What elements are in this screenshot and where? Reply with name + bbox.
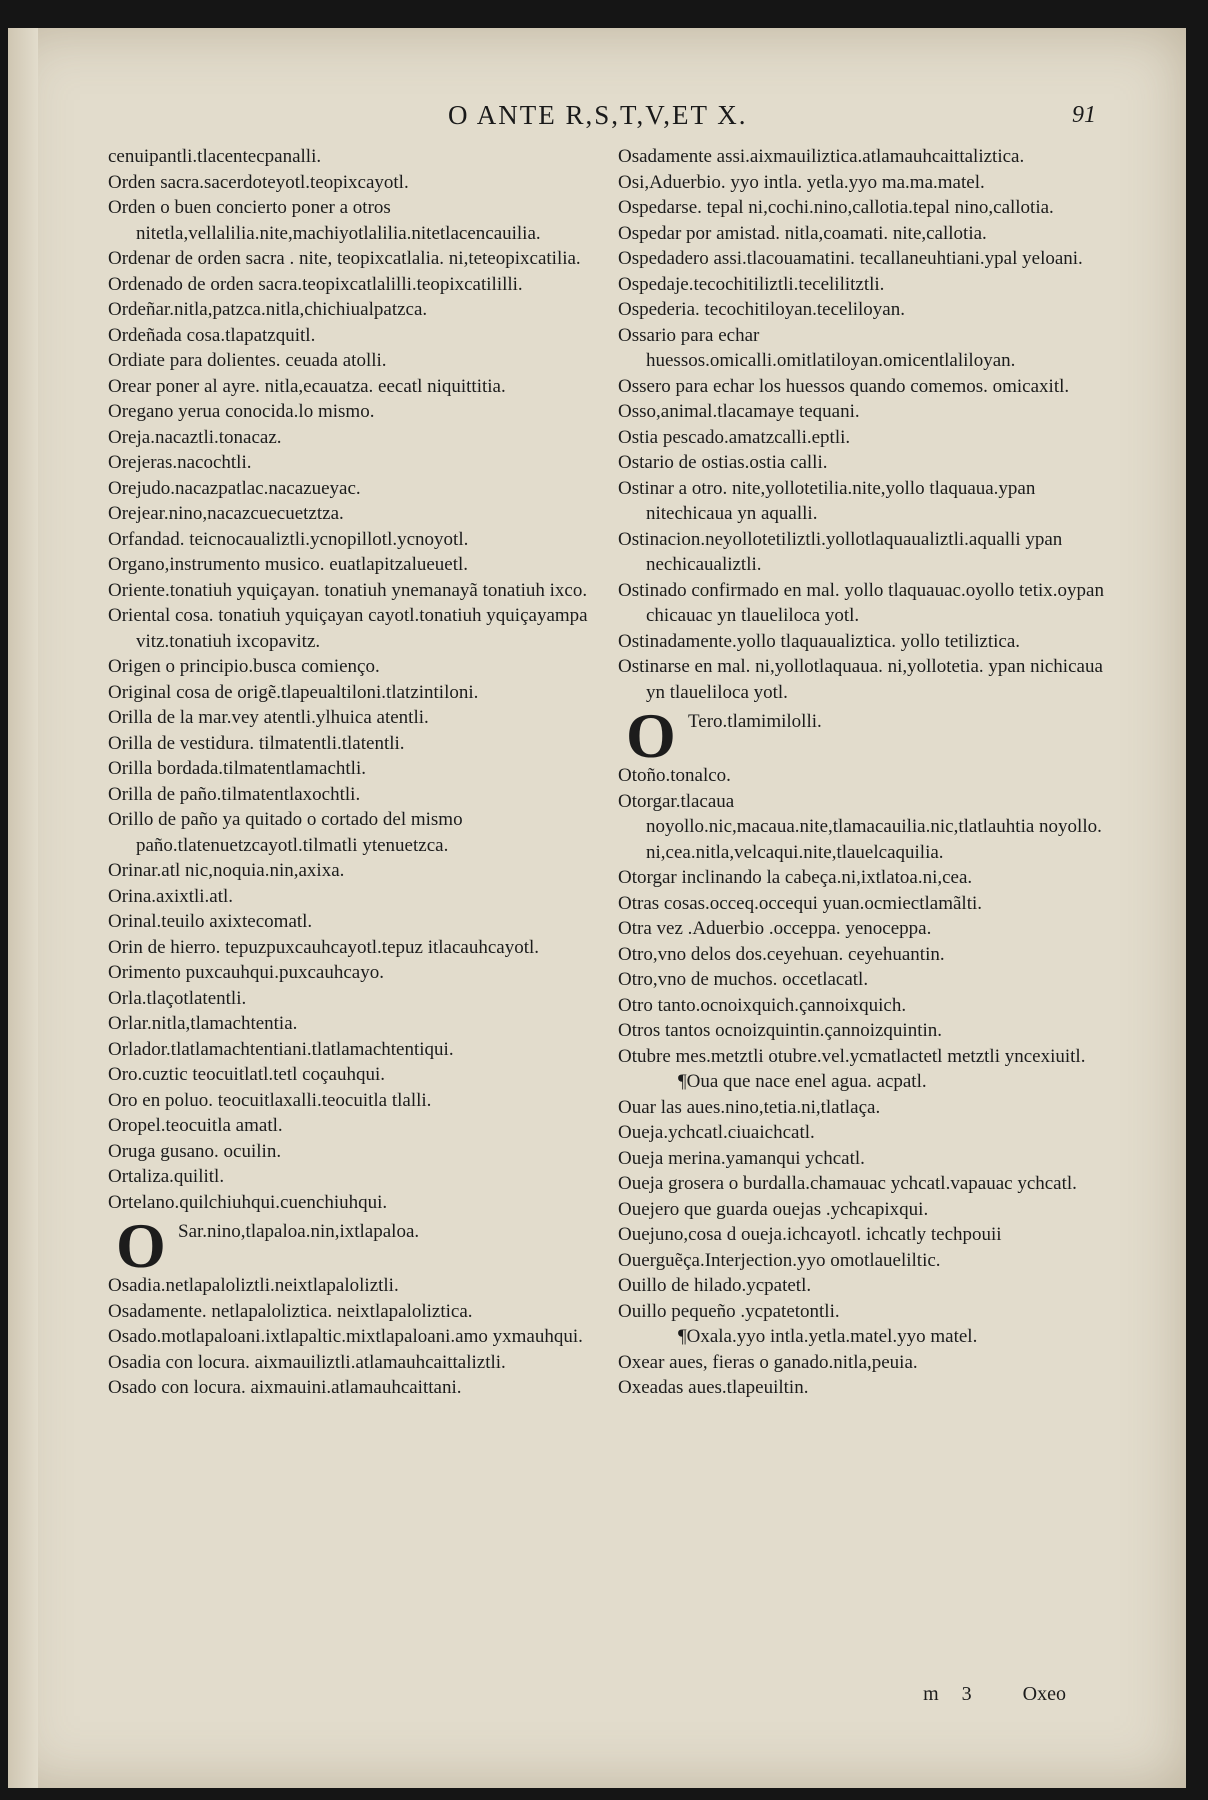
dictionary-entry: Otros tantos ocnoizquintin.çannoizquintin. — [618, 1020, 943, 1041]
dictionary-entry: Origen o principio.busca comienço. — [108, 656, 380, 677]
dictionary-entry: Ossero para echar los huessos quando comemos. omicaxitl. — [618, 375, 1070, 397]
section-entry: Sar.nino,tlapaloa.nin,ixtlapaloa. — [178, 1221, 420, 1242]
dictionary-entry: Ostinadamente.yollo tlaquaualiztica. yollo tetiliztica. — [618, 630, 1021, 652]
drop-capital: O — [626, 700, 676, 771]
dictionary-entry: Oriental cosa. tonatiuh yquiçayan cayotl.tonatiuh yquiçayampa vitz.tonatiuh ixcopavitz. — [108, 605, 588, 652]
dictionary-entry: Otorgar.tlacaua noyollo.nic,macaua.nite,tlamacauilia.nic,tlatlauhtia noyollo. ni,cea.nitla,velcaqui.nite,tlauelcaquilia. — [618, 790, 1102, 863]
dictionary-entry: Osadamente. netlapaloliztica. neixtlapaloliztica. — [108, 1300, 473, 1322]
dictionary-entry: Ordenar de orden sacra . nite, teopixcatlalia. ni,teteopixcatilia. — [108, 248, 581, 269]
dictionary-entry: Osado.motlapaloani.ixtlapaltic.mixtlapaloani.amo yxmauhqui. — [108, 1326, 583, 1347]
dictionary-entry: Ordenado de orden sacra.teopixcatlalilli.teopixcatililli. — [108, 273, 523, 295]
dictionary-entry: Ostia pescado.amatzcalli.eptli. — [618, 426, 851, 448]
dictionary-entry: Oreja.nacaztli.tonacaz. — [108, 426, 282, 448]
right-entries-c — [618, 1095, 1108, 1325]
dictionary-entry: Ordeñada cosa.tlapatzquitl. — [108, 324, 316, 346]
dictionary-entry: Otra vez .Aduerbio .occeppa. yenoceppa. — [618, 918, 932, 939]
signature-mark: m — [923, 1683, 939, 1705]
dictionary-entry: Ospedadero assi.tlacouamatini. tecallaneuhtiani.ypal yeloani. — [618, 248, 1083, 269]
dictionary-entry: Otro,vno delos dos.ceyehuan. ceyehuantin. — [618, 943, 945, 965]
right-entries-d — [618, 1350, 1108, 1401]
dictionary-entry: Orillo de paño ya quitado o cortado del mismo paño.tlatenuetzcayotl.tilmatli ytenuetzca. — [108, 809, 463, 856]
dictionary-entry: cenuipantli.tlacentecpanalli. — [108, 146, 322, 167]
dictionary-entry: Ossario para echar huessos.omicalli.omitlatiloyan.omicentlaliloyan. — [618, 324, 1016, 371]
dictionary-entry: Ouar las aues.nino,tetia.ni,tlatlaça. — [618, 1096, 881, 1118]
page-edge — [8, 28, 38, 1788]
dictionary-entry: Orinar.atl nic,noquia.nin,axixa. — [108, 860, 345, 881]
dictionary-entry: Oro en poluo. teocuitlaxalli.teocuitla tlalli. — [108, 1089, 432, 1111]
right-section-heading — [618, 700, 1108, 771]
dictionary-entry: Oxeadas aues.tlapeuiltin. — [618, 1377, 809, 1398]
dictionary-entry: Orilla de paño.tilmatentlaxochtli. — [108, 783, 361, 805]
dictionary-entry: Ostinacion.neyollotetiliztli.yollotlaquaualiztli.aqualli ypan nechicaualiztli. — [618, 528, 1063, 575]
dictionary-entry: Ortelano.quilchiuhqui.cuenchiuhqui. — [108, 1191, 388, 1213]
dictionary-entry: Ospedarse. tepal ni,cochi.nino,callotia.tepal nino,callotia. — [618, 197, 1054, 218]
dictionary-entry: Ostinar a otro. nite,yollotetilia.nite,yollo tlaquaua.ypan nitechicaua yn aqualli. — [618, 477, 1036, 524]
dictionary-entry: Ouerguẽça.Interjection.yyo omotlaueliltic. — [618, 1249, 941, 1271]
dictionary-entry: Otras cosas.occeq.occequi yuan.ocmiectlamãlti. — [618, 892, 983, 914]
dictionary-entry: Organo,instrumento musico. euatlapitzalueuetl. — [108, 554, 469, 575]
dictionary-entry: Orla.tlaçotlatentli. — [108, 987, 247, 1009]
dictionary-entry: Ostinado confirmado en mal. yollo tlaquauac.oyollo tetix.oypan chicauac yn tlaueliloca yotl. — [618, 579, 1104, 626]
dictionary-entry: Ospedaje.tecochitiliztli.tecelilitztli. — [618, 273, 885, 295]
dictionary-entry: Orejear.nino,nacazcuecuetztza. — [108, 503, 344, 524]
drop-capital: O — [116, 1210, 166, 1281]
left-entries-a — [108, 144, 598, 1215]
dictionary-entry: Oro.cuztic teocuitlatl.tetl coçauhqui. — [108, 1064, 385, 1085]
dictionary-entry: Oriente.tonatiuh yquiçayan. tonatiuh ynemanayã tonatiuh ixco. — [108, 579, 588, 601]
book-page — [8, 28, 1186, 1788]
dictionary-entry: Oruga gusano. ocuilin. — [108, 1140, 282, 1162]
paragraph-mark-entry: ¶Oua que nace enel agua. acpatl. — [678, 1071, 927, 1092]
left-entries-b — [108, 1273, 598, 1401]
dictionary-entry: Orimento puxcauhqui.puxcauhcayo. — [108, 962, 384, 983]
right-entries-b — [618, 763, 1108, 1069]
dictionary-entry: Otro tanto.ocnoixquich.çannoixquich. — [618, 994, 907, 1016]
dictionary-entry: Orin de hierro. tepuzpuxcauhcayotl.tepuz itlacauhcayotl. — [108, 936, 540, 958]
dictionary-entry: Orejeras.nacochtli. — [108, 452, 252, 473]
dictionary-entry: Ouillo de hilado.ycpatetl. — [618, 1275, 812, 1296]
dictionary-entry: Osadamente assi.aixmauiliztica.atlamauhcaittaliztica. — [618, 146, 1025, 167]
dictionary-entry: Oregano yerua conocida.lo mismo. — [108, 401, 375, 422]
dictionary-entry: Ortaliza.quilitl. — [108, 1166, 225, 1187]
dictionary-entry: Osi,Aduerbio. yyo intla. yetla.yyo ma.ma.matel. — [618, 171, 985, 193]
left-column — [108, 144, 598, 1401]
dictionary-entry: Ordeñar.nitla,patzca.nitla,chichiualpatzca. — [108, 299, 428, 320]
dictionary-entry: Orden sacra.sacerdoteyotl.teopixcayotl. — [108, 171, 409, 193]
dictionary-entry: Ordiate para dolientes. ceuada atolli. — [108, 350, 387, 371]
left-section-heading — [108, 1210, 598, 1281]
dictionary-entry: Osso,animal.tlacamaye tequani. — [618, 401, 860, 422]
paragraph-mark-entry: ¶Oxala.yyo intla.yetla.matel.yyo matel. — [678, 1326, 978, 1347]
dictionary-entry: Orfandad. teicnocaualiztli.ycnopillotl.ycnoyotl. — [108, 528, 469, 550]
dictionary-entry: Oueja.ychcatl.ciuaichcatl. — [618, 1122, 815, 1143]
dictionary-entry: Orlar.nitla,tlamachtentia. — [108, 1013, 298, 1034]
section-entry: Tero.tlamimilolli. — [688, 711, 822, 732]
right-column — [618, 144, 1108, 1401]
dictionary-entry: Orina.axixtli.atl. — [108, 885, 234, 907]
dictionary-entry: Orilla de vestidura. tilmatentli.tlatentli. — [108, 732, 405, 754]
signature-number: 3 — [961, 1683, 972, 1705]
dictionary-entry: Osadia con locura. aixmauiliztli.atlamauhcaittaliztli. — [108, 1351, 506, 1373]
dictionary-entry: Otubre mes.metztli otubre.vel.ycmatlactetl metztli yncexiuitl. — [618, 1045, 1086, 1067]
signature-line — [905, 1683, 1066, 1706]
dictionary-entry: Oueja merina.yamanqui ychcatl. — [618, 1147, 865, 1169]
dictionary-entry: Otorgar inclinando la cabeça.ni,ixtlatoa.ni,cea. — [618, 867, 973, 888]
dictionary-entry: Ouillo pequeño .ycpatetontli. — [618, 1300, 840, 1322]
catchword: Oxeo — [1022, 1683, 1066, 1705]
dictionary-entry: Orilla bordada.tilmatentlamachtli. — [108, 758, 366, 779]
dictionary-entry: Orejudo.nacazpatlac.nacazueyac. — [108, 477, 361, 499]
page-number: 91 — [1072, 102, 1096, 128]
running-header: O ANTE R,S,T,V,ET X. — [448, 100, 748, 130]
right-entries-a — [618, 144, 1108, 705]
dictionary-entry: Otro,vno de muchos. occetlacatl. — [618, 969, 869, 990]
dictionary-entry: Otoño.tonalco. — [618, 765, 731, 786]
dictionary-entry: Orden o buen concierto poner a otros nitetla,vellalilia.nite,machiyotlalilia.nitetlacencauilia. — [108, 197, 541, 244]
dictionary-entry: Ostario de ostias.ostia calli. — [618, 452, 828, 473]
dictionary-entry: Original cosa de origẽ.tlapeualtiloni.tlatzintiloni. — [108, 681, 479, 703]
dictionary-entry: Osado con locura. aixmauini.atlamauhcaittani. — [108, 1377, 462, 1398]
dictionary-entry: Orinal.teuilo axixtecomatl. — [108, 911, 313, 932]
dictionary-entry: Ospederia. tecochitiloyan.teceliloyan. — [618, 299, 905, 320]
dictionary-entry: Ostinarse en mal. ni,yollotlaquaua. ni,yollotetia. ypan nichicaua yn tlaueliloca yotl. — [618, 656, 1103, 703]
dictionary-entry: Ospedar por amistad. nitla,coamati. nite,callotia. — [618, 222, 987, 244]
dictionary-entry: Orlador.tlatlamachtentiani.tlatlamachtentiqui. — [108, 1038, 454, 1060]
dictionary-entry: Orear poner al ayre. nitla,ecauatza. eecatl niquittitia. — [108, 375, 506, 397]
dictionary-entry: Osadia.netlapaloliztli.neixtlapaloliztli. — [108, 1275, 399, 1296]
dictionary-entry: Oropel.teocuitla amatl. — [108, 1115, 283, 1136]
dictionary-entry: Oueja grosera o burdalla.chamauac ychcatl.vapauac ychcatl. — [618, 1173, 1077, 1194]
dictionary-entry: Orilla de la mar.vey atentli.ylhuica atentli. — [108, 707, 429, 728]
dictionary-entry: Ouejero que guarda ouejas .ychcapixqui. — [618, 1198, 929, 1220]
dictionary-entry: Oxear aues, fieras o ganado.nitla,peuia. — [618, 1351, 918, 1373]
dictionary-entry: Ouejuno,cosa d oueja.ichcayotl. ichcatly techpouii — [618, 1224, 1002, 1245]
